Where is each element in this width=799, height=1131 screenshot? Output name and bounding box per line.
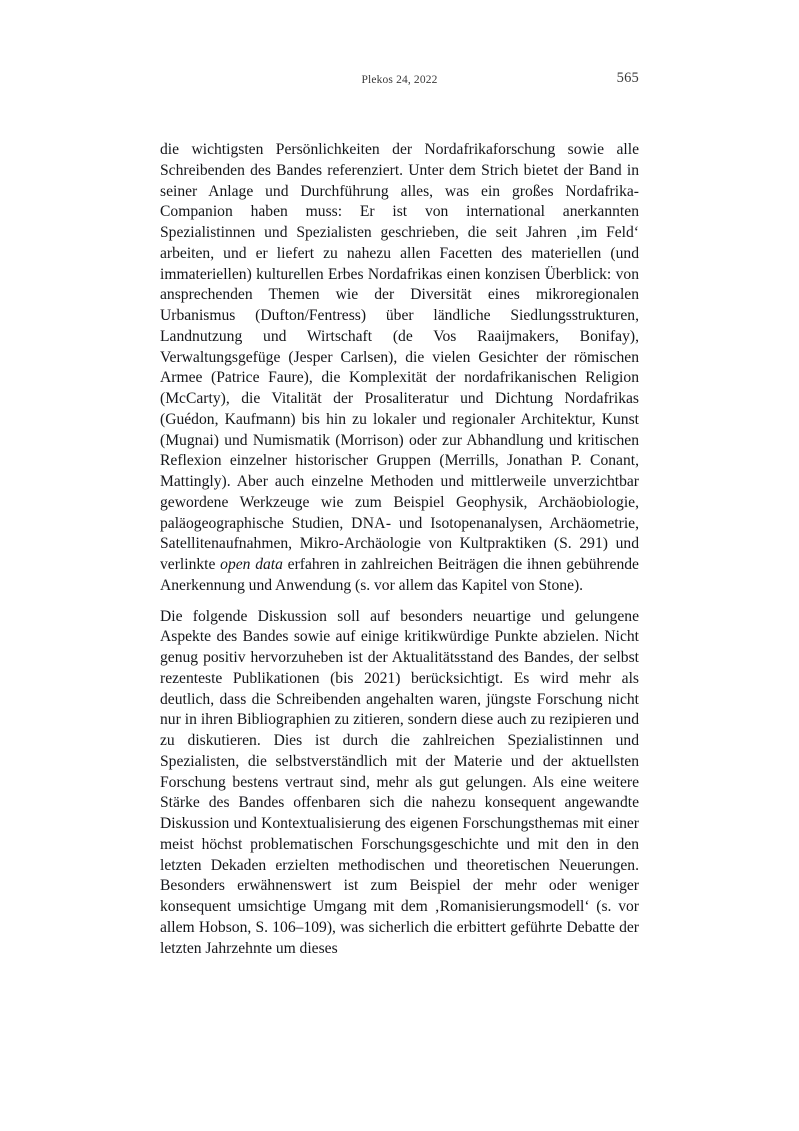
paragraph-2: Die folgende Diskussion soll auf besonders neuartige und gelungene Aspekte des Bandes sowie auf einige kritikwürdige Punkte abzielen. Nicht genug positiv hervorzuheben ist der Aktualitätsstand des Bandes, der selbst rezenteste Publikationen (bis 2021) berücksichtigt. Es wird mehr als deutlich, dass die Schreibenden angehalten waren, jüngste Forschung nicht nur in ihren Bibliographien zu zitieren, sondern diese auch zu rezipieren und zu diskutieren. Dies ist durch die zahlreichen Spezialistinnen und Spezialisten, die selbstverständlich mit der Materie und der aktuellsten Forschung bestens vertraut sind, mehr als gut gelungen. Als eine weitere Stärke des Bandes offenbaren sich die nahezu konsequent angewandte Diskussion und Kontextualisierung des eigenen Forschungsthemas mit einer meist höchst problematischen Forschungsgeschichte und mit den in den letzten Dekaden erzielten methodischen und theoretischen Neuerungen. Besonders erwähnenswert ist zum Beispiel der mehr oder weniger konsequent umsichtige Umgang mit dem ‚Romanisierungsmodell‘ (s. vor allem Hobson, S. 106–109), was sicherlich die erbittert geführte Debatte der letzten Jahrzehnte um dieses [160, 607, 639, 957]
page-number: 565 [616, 70, 639, 86]
running-head [160, 70, 639, 92]
body-text-block [160, 140, 639, 959]
running-head-title: Plekos 24, 2022 [361, 74, 438, 86]
paragraph-1: die wichtigsten Persönlichkeiten der Nordafrikaforschung sowie alle Schreibenden des Bandes referenziert. Unter dem Strich bietet der Band in seiner Anlage und Durchführung alles, was ein großes Nordafrika-Companion haben muss: Er ist von international anerkannten Spezialistinnen und Spezialisten geschrieben, die seit Jahren ‚im Feld‘ arbeiten, und er liefert zu nahezu allen Facetten des materiellen (und immateriellen) kulturellen Erbes Nordafrikas einen konzisen Überblick: von ansprechenden Themen wie der Diversität eines mikroregionalen Urbanismus (Dufton/Fentress) über ländliche Siedlungsstrukturen, Landnutzung und Wirtschaft (de Vos Raaijmakers, Bonifay), Verwaltungsgefüge (Jesper Carlsen), die vielen Gesichter der römischen Armee (Patrice Faure), die Komplexität der nordafrikanischen Religion (McCarty), die Vitalität der Prosaliteratur und Dichtung Nordafrikas (Guédon, Kaufmann) bis hin zu lokaler und regionaler Architektur, Kunst (Mugnai) und Numismatik (Morrison) oder zur Abhandlung und kritischen Reflexion einzelner historischer Gruppen (Merrills, Jonathan P. Conant, Mattingly). Aber auch einzelne Methoden und mittlerweile unverzichtbar gewordene Werkzeuge wie zum Beispiel Geophysik, Archäobiologie, paläogeographische Studien, DNA- und Isotopenanalysen, Archäometrie, Satellitenaufnahmen, Mikro-Archäologie von Kultpraktiken (S. 291) und verlinkte open data erfahren in zahlreichen Beiträgen die ihnen gebührende Anerkennung und Anwendung (s. vor allem das Kapitel von Stone). [160, 141, 639, 594]
small-caps-run: DNA [351, 514, 386, 532]
italic-run: open data [220, 556, 283, 573]
